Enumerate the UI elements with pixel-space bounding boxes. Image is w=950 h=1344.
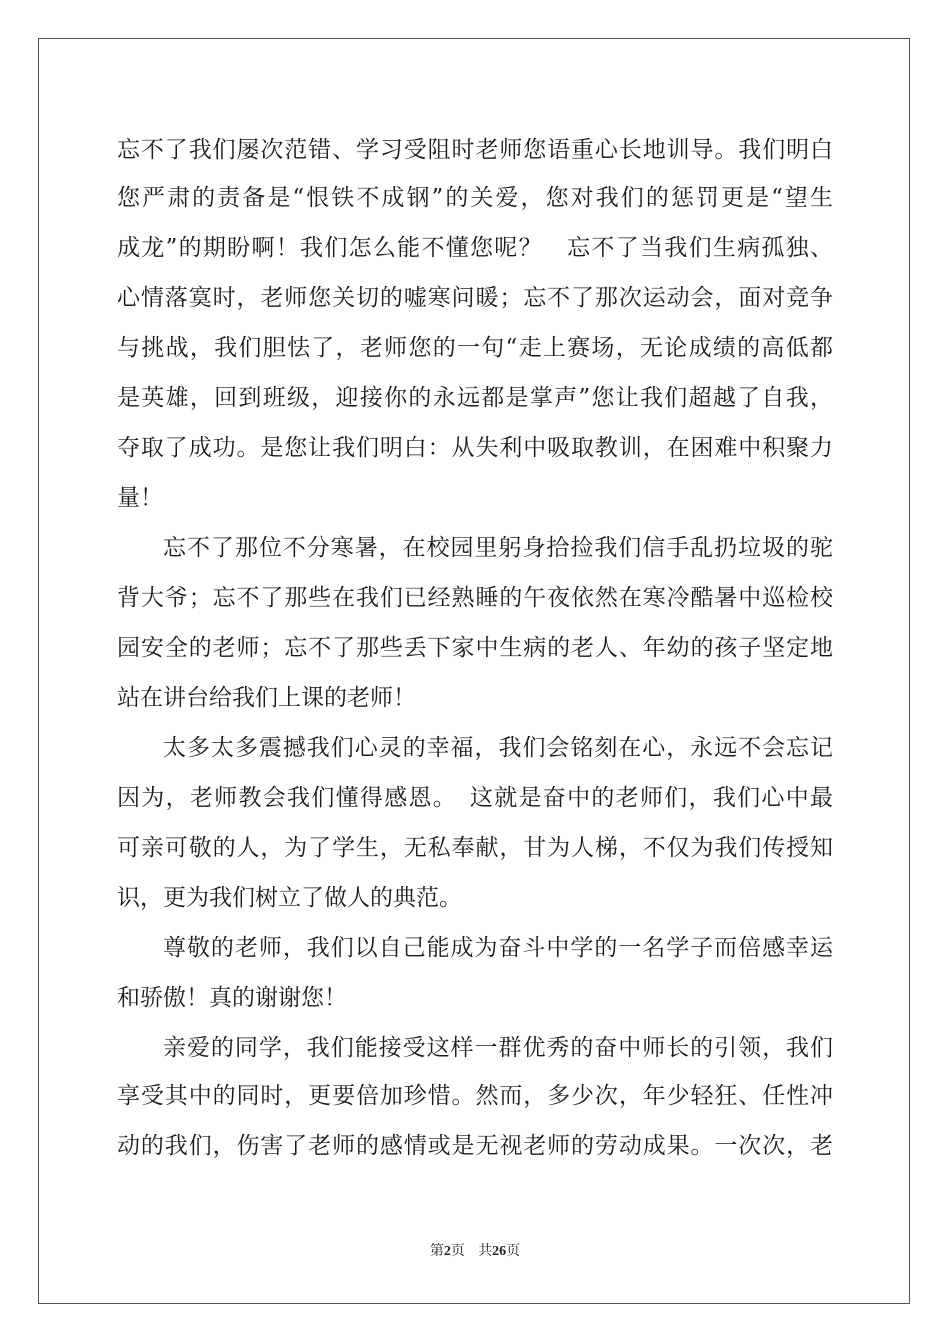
- text-line: 动的我们，伤害了老师的感情或是无视老师的劳动成果。一次次，老: [117, 1133, 833, 1159]
- text-line: 园安全的老师；忘不了那些丢下家中生病的老人、年幼的孩子坚定地: [117, 635, 833, 661]
- footer-prefix: 第: [429, 1243, 444, 1259]
- text-line: 站在讲台给我们上课的老师！: [117, 685, 416, 711]
- page-footer: [0, 1240, 950, 1260]
- text-line: 背大爷；忘不了那些在我们已经熟睡的午夜依然在寒冷酷暑中巡检校: [117, 585, 833, 611]
- text-line: 因为，老师教会我们懂得感恩。 这就是奋中的老师们，我们心中最: [117, 785, 833, 811]
- text-line: 忘不了那位不分寒暑，在校园里躬身拾捡我们信手乱扔垃圾的驼: [163, 535, 833, 561]
- text-line: 与挑战，我们胆怯了，老师您的一句“走上赛场，无论成绩的高低都: [117, 335, 833, 361]
- text-line: 亲爱的同学，我们能接受这样一群优秀的奋中师长的引领，我们: [163, 1035, 833, 1061]
- text-line: 识，更为我们树立了做人的典范。: [117, 885, 462, 911]
- text-line: 太多太多震撼我们心灵的幸福，我们会铭刻在心，永远不会忘记: [163, 735, 833, 761]
- footer-total-suffix: 页: [506, 1243, 521, 1259]
- text-line: 心情落寞时，老师您关切的嘘寒问暖；忘不了那次运动会，面对竞争: [117, 285, 833, 311]
- text-line: 夺取了成功。是您让我们明白：从失利中吸取教训，在困难中积聚力: [117, 435, 833, 461]
- text-line: 和骄傲！真的谢谢您！: [117, 985, 347, 1011]
- total-pages: 26: [492, 1244, 507, 1259]
- text-line: 量！: [117, 485, 163, 511]
- text-line: 成龙”的期盼啊！我们怎么能不懂您呢？ 忘不了当我们生病孤独、: [117, 235, 833, 261]
- footer-total-prefix: 共: [478, 1243, 493, 1259]
- footer-page-suffix: 页: [450, 1243, 465, 1259]
- text-line: 忘不了我们屡次范错、学习受阻时老师您语重心长地训导。我们明白: [117, 137, 833, 163]
- text-line: 享受其中的同时，更要倍加珍惜。然而，多少次，年少轻狂、任性冲: [117, 1083, 833, 1109]
- text-line: 可亲可敬的人，为了学生，无私奉献，甘为人梯，不仅为我们传授知: [117, 835, 833, 861]
- text-line: 您严肃的责备是“恨铁不成钢”的关爱，您对我们的惩罚更是“望生: [117, 185, 833, 211]
- text-line: 尊敬的老师，我们以自己能成为奋斗中学的一名学子而倍感幸运: [163, 935, 833, 961]
- text-line: 是英雄，回到班级，迎接你的永远都是掌声”您让我们超越了自我，: [117, 385, 833, 411]
- page-number: 2: [443, 1244, 451, 1259]
